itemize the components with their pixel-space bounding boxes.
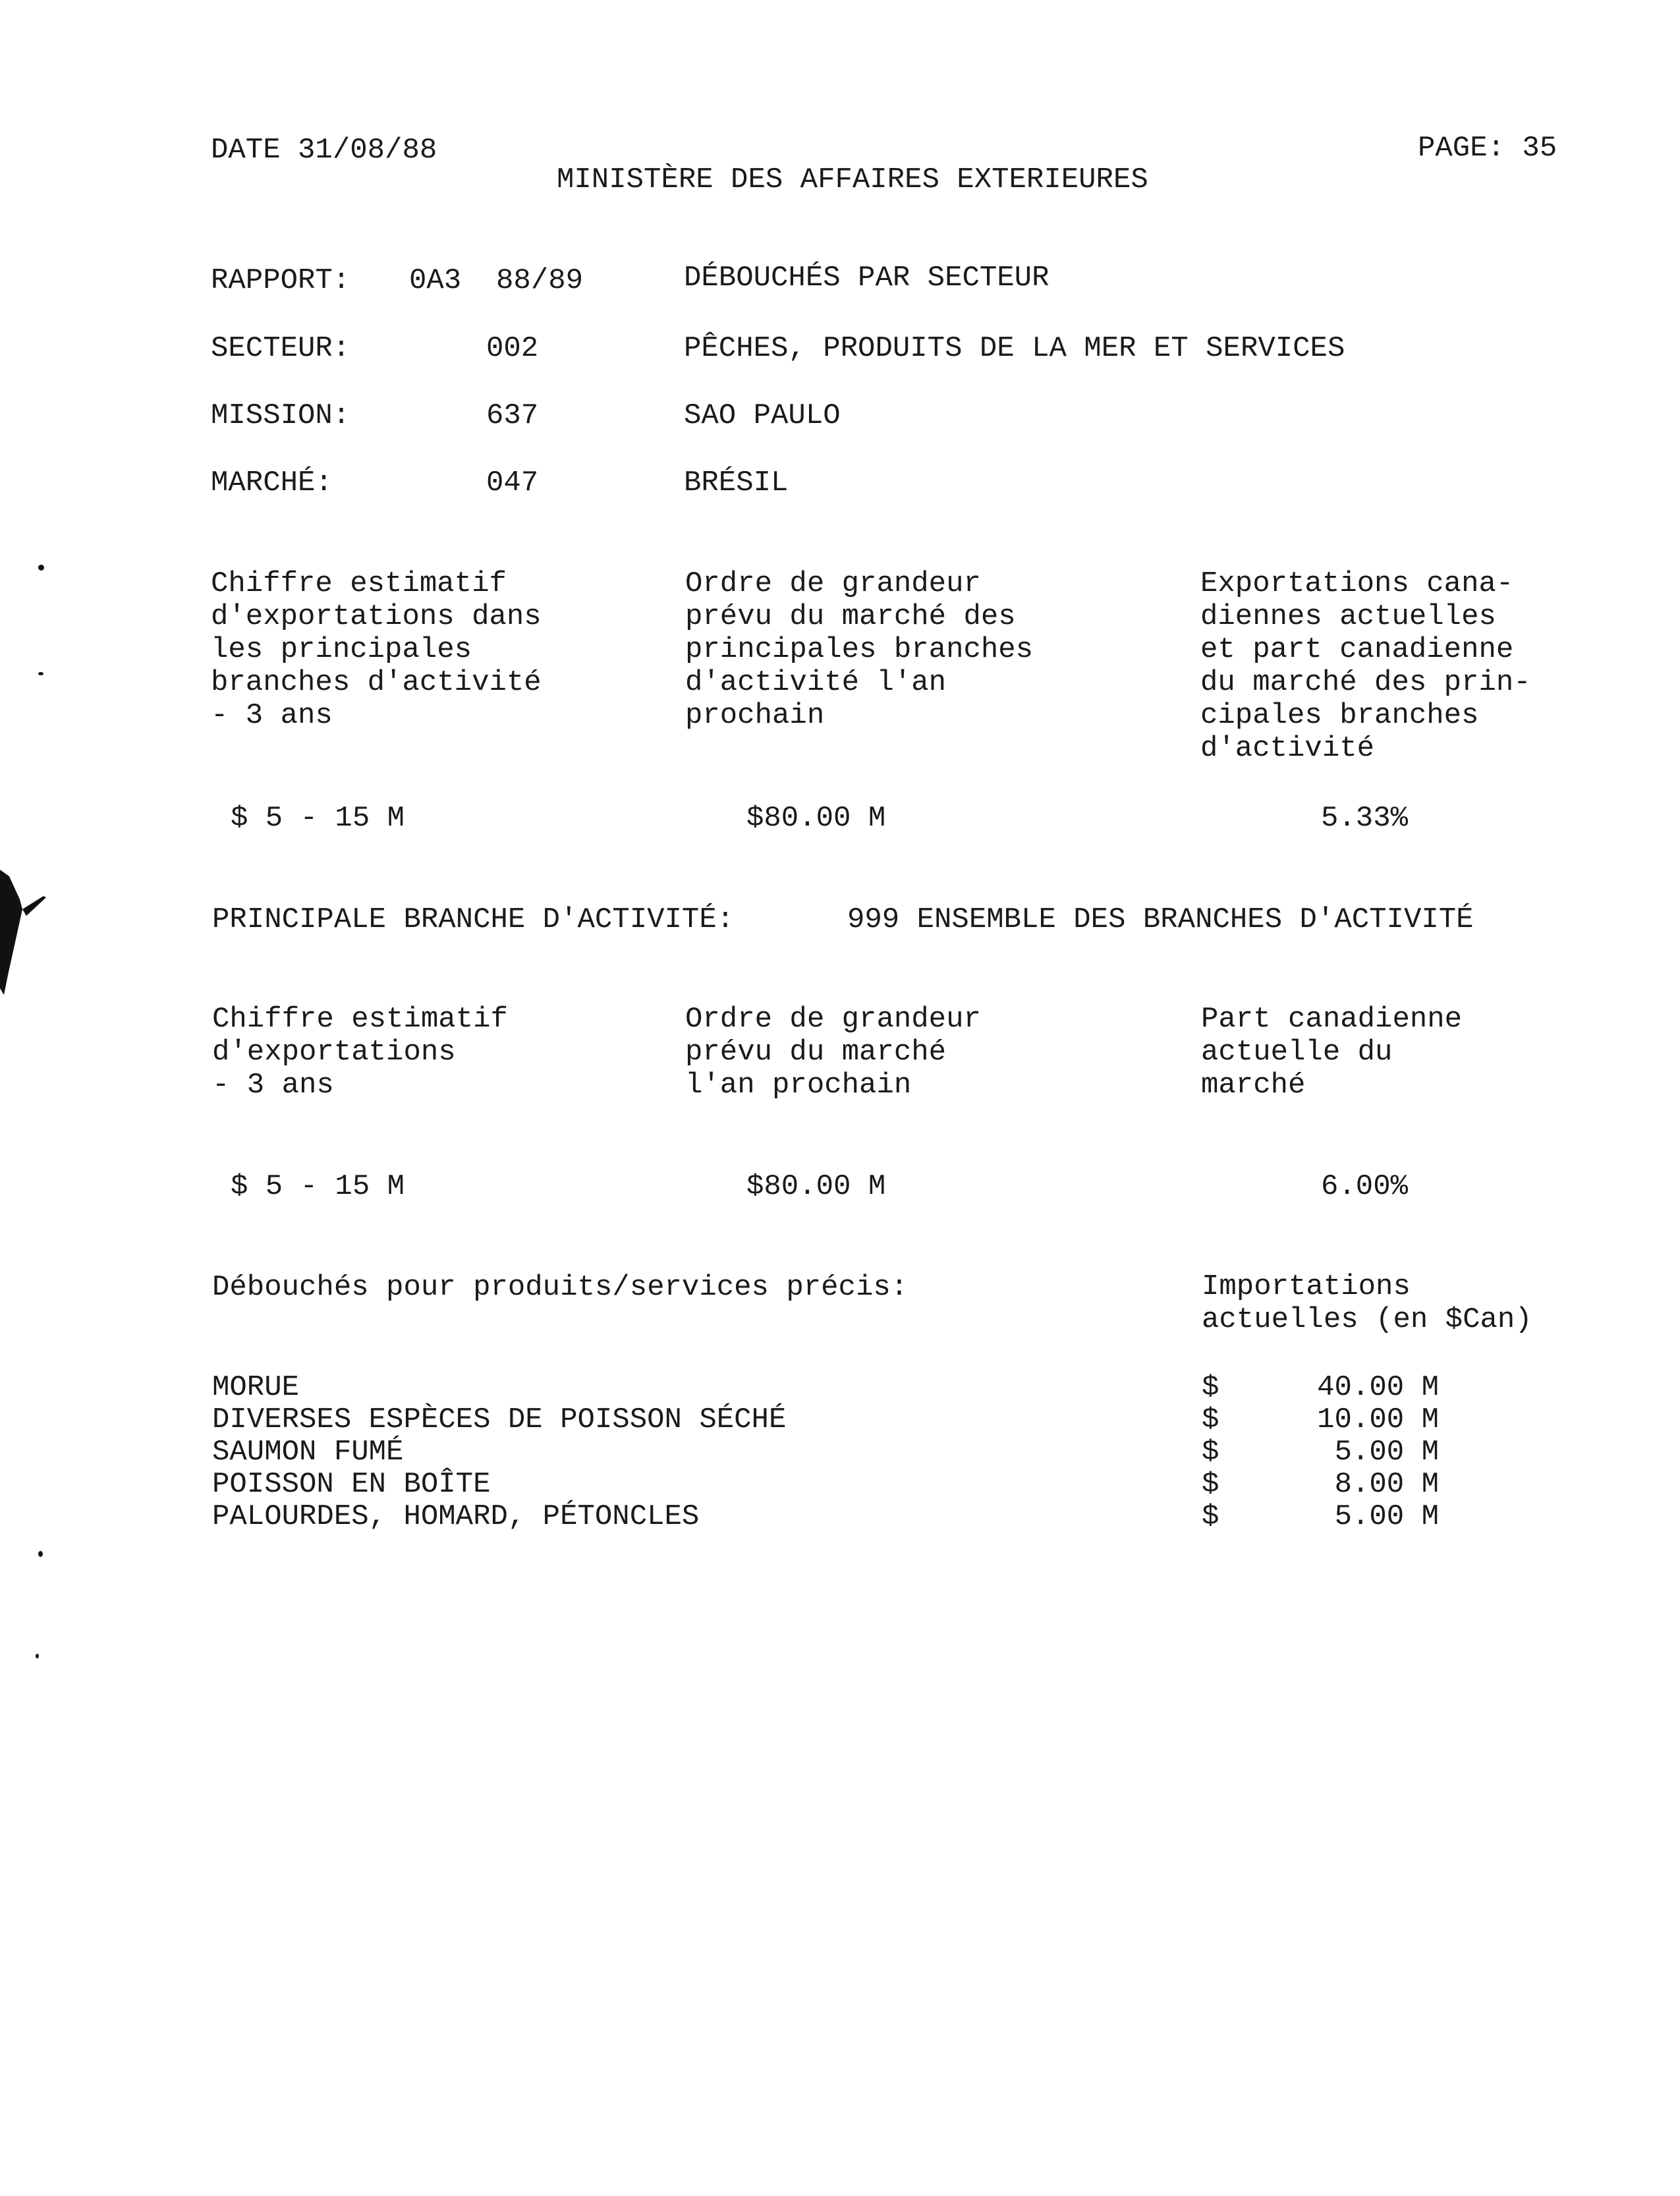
- scan-speck: [36, 1654, 39, 1658]
- products-heading: Débouchés pour produits/services précis:: [212, 1271, 909, 1304]
- rapport-label: RAPPORT:: [211, 264, 350, 297]
- sector-canadian-share: 5.33%: [1321, 802, 1409, 835]
- secteur-label: SECTEUR:: [211, 332, 350, 365]
- ministry-title: MINISTÈRE DES AFFAIRES EXTERIEURES: [557, 163, 1148, 196]
- marche-label: MARCHÉ:: [211, 466, 333, 499]
- report-date: DATE 31/08/88: [211, 134, 437, 167]
- list-item: POISSON EN BOÎTE: [212, 1468, 491, 1501]
- branch-canadian-share: 6.00%: [1321, 1170, 1409, 1203]
- branch-value: 999 ENSEMBLE DES BRANCHES D'ACTIVITÉ: [847, 903, 1474, 936]
- marche-code: 047: [486, 466, 539, 499]
- product-amounts: 40.00 M 10.00 M 5.00 M 8.00 M 5.00 M: [1317, 1371, 1439, 1533]
- mission-code: 637: [486, 399, 539, 432]
- mission-value: SAO PAULO: [684, 399, 841, 432]
- scan-speck: [38, 672, 43, 675]
- list-item: DIVERSES ESPÈCES DE POISSON SÉCHÉ: [212, 1403, 787, 1436]
- sector-col2-header: Ordre de grandeur prévu du marché des principales branches d'activité l'an prochain: [685, 567, 1034, 732]
- rapport-code: 0A3 88/89: [409, 264, 584, 297]
- scan-speck: [38, 1551, 43, 1557]
- list-item: MORUE: [212, 1371, 300, 1404]
- page-number: PAGE: 35: [1418, 132, 1557, 165]
- list-item: PALOURDES, HOMARD, PÉTONCLES: [212, 1500, 700, 1533]
- sector-col3-header: Exportations cana- diennes actuelles et part canadienne du marché des prin- cipales branches d'activité: [1200, 567, 1531, 765]
- branch-col3-header: Part canadienne actuelle du marché: [1201, 1003, 1463, 1102]
- imports-heading: Importations actuelles (en $Can): [1202, 1270, 1532, 1336]
- rapport-value: DÉBOUCHÉS PAR SECTEUR: [684, 262, 1050, 295]
- branch-export-estimate: $ 5 - 15 M: [231, 1170, 405, 1203]
- scan-mark-left-edge: [0, 870, 46, 1009]
- branch-col2-header: Ordre de grandeur prévu du marché l'an prochain: [685, 1003, 981, 1102]
- sector-col1-header: Chiffre estimatif d'exportations dans les principales branches d'activité - 3 ans: [211, 567, 542, 732]
- marche-value: BRÉSIL: [684, 466, 789, 499]
- branch-market-size: $80.00 M: [746, 1170, 886, 1203]
- branch-col1-header: Chiffre estimatif d'exportations - 3 ans: [212, 1003, 508, 1102]
- mission-label: MISSION:: [211, 399, 350, 432]
- secteur-value: PÊCHES, PRODUITS DE LA MER ET SERVICES: [684, 332, 1345, 365]
- sector-market-size: $80.00 M: [746, 802, 886, 835]
- list-item: SAUMON FUMÉ: [212, 1436, 404, 1469]
- scan-speck: [38, 565, 44, 571]
- product-currency: $ $ $ $ $: [1202, 1371, 1219, 1533]
- sector-export-estimate: $ 5 - 15 M: [231, 802, 405, 835]
- branch-label: PRINCIPALE BRANCHE D'ACTIVITÉ:: [212, 903, 735, 936]
- product-names: [212, 1372, 786, 1533]
- secteur-code: 002: [486, 332, 539, 365]
